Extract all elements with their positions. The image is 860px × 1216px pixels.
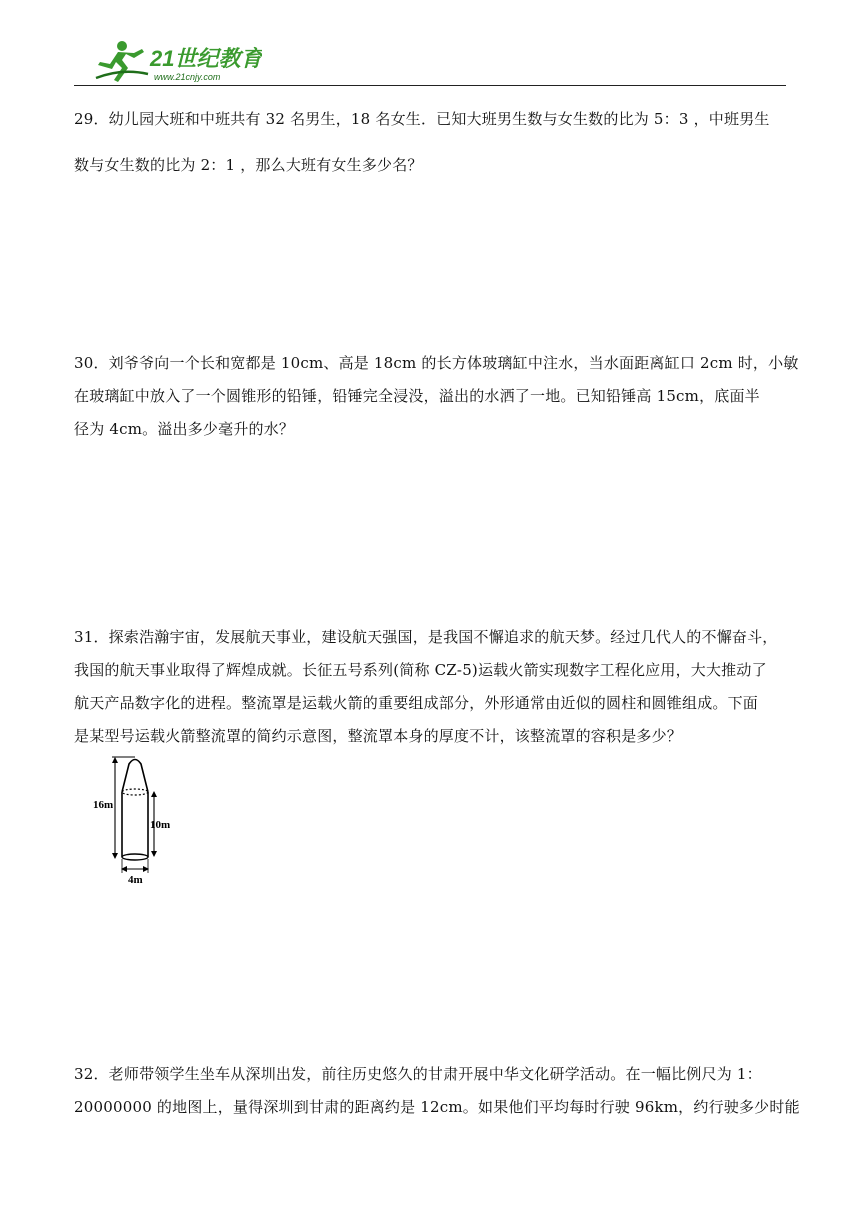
question-text-line: 31．探索浩瀚宇宙，发展航天事业，建设航天强国，是我国不懈追求的航天梦。经过几代人的不懈奋斗，	[74, 628, 778, 646]
question-text-line: 32．老师带领学生坐车从深圳出发，前往历史悠久的甘肃开展中华文化研学活动。在一幅比例尺为 1：	[74, 1065, 762, 1083]
question-text-line: 径为 4cm。溢出多少毫升的水？	[74, 420, 295, 438]
logo-21cnjy	[92, 38, 262, 86]
page-header	[0, 0, 860, 90]
diameter-label: 4m	[128, 874, 143, 886]
height-10-label: 10m	[150, 819, 171, 831]
question-text-line: 是某型号运载火箭整流罩的简约示意图，整流罩本身的厚度不计，该整流罩的容积是多少？	[74, 727, 683, 745]
question-31	[74, 621, 788, 753]
question-29	[74, 96, 788, 188]
cylinder-top	[122, 789, 148, 795]
question-text-line: 在玻璃缸中放入了一个圆锥形的铅锤，铅锤完全浸没，溢出的水洒了一地。已知铅锤高 15cm，底面半	[74, 387, 760, 405]
question-30	[74, 347, 799, 446]
question-32	[74, 1058, 800, 1124]
height-16-label: 16m	[93, 799, 114, 811]
cone-outline	[122, 760, 148, 793]
logo-text: 21世纪教育	[150, 46, 262, 71]
cylinder-base	[122, 854, 148, 860]
question-text-line: 航天产品数字化的进程。整流罩是运载火箭的重要组成部分，外形通常由近似的圆柱和圆锥组成。下面	[74, 694, 759, 712]
question-text-line: 我国的航天事业取得了辉煌成就。长征五号系列(简称 CZ-5)运载火箭实现数字工程化应用，大大推动了	[74, 661, 767, 679]
question-text-line: 30．刘爷爷向一个长和宽都是 10cm、高是 18cm 的长方体玻璃缸中注水，当水面距离缸口 2cm 时，小敏	[74, 354, 799, 372]
question-text-line: 数与女生数的比为 2：1 ，那么大班有女生多少名？	[74, 156, 423, 174]
question-text-line: 29．幼儿园大班和中班共有 32 名男生，18 名女生．已知大班男生数与女生数的比为 5：3 ，中班男生	[74, 110, 770, 128]
header-divider	[74, 85, 786, 86]
fairing-diagram	[92, 752, 192, 887]
runner-icon	[96, 41, 148, 82]
logo-url: www.21cnjy.com	[154, 72, 221, 82]
question-text-line: 20000000 的地图上，量得深圳到甘肃的距离约是 12cm。如果他们平均每时行驶 96km，约行驶多少时能	[74, 1098, 800, 1116]
